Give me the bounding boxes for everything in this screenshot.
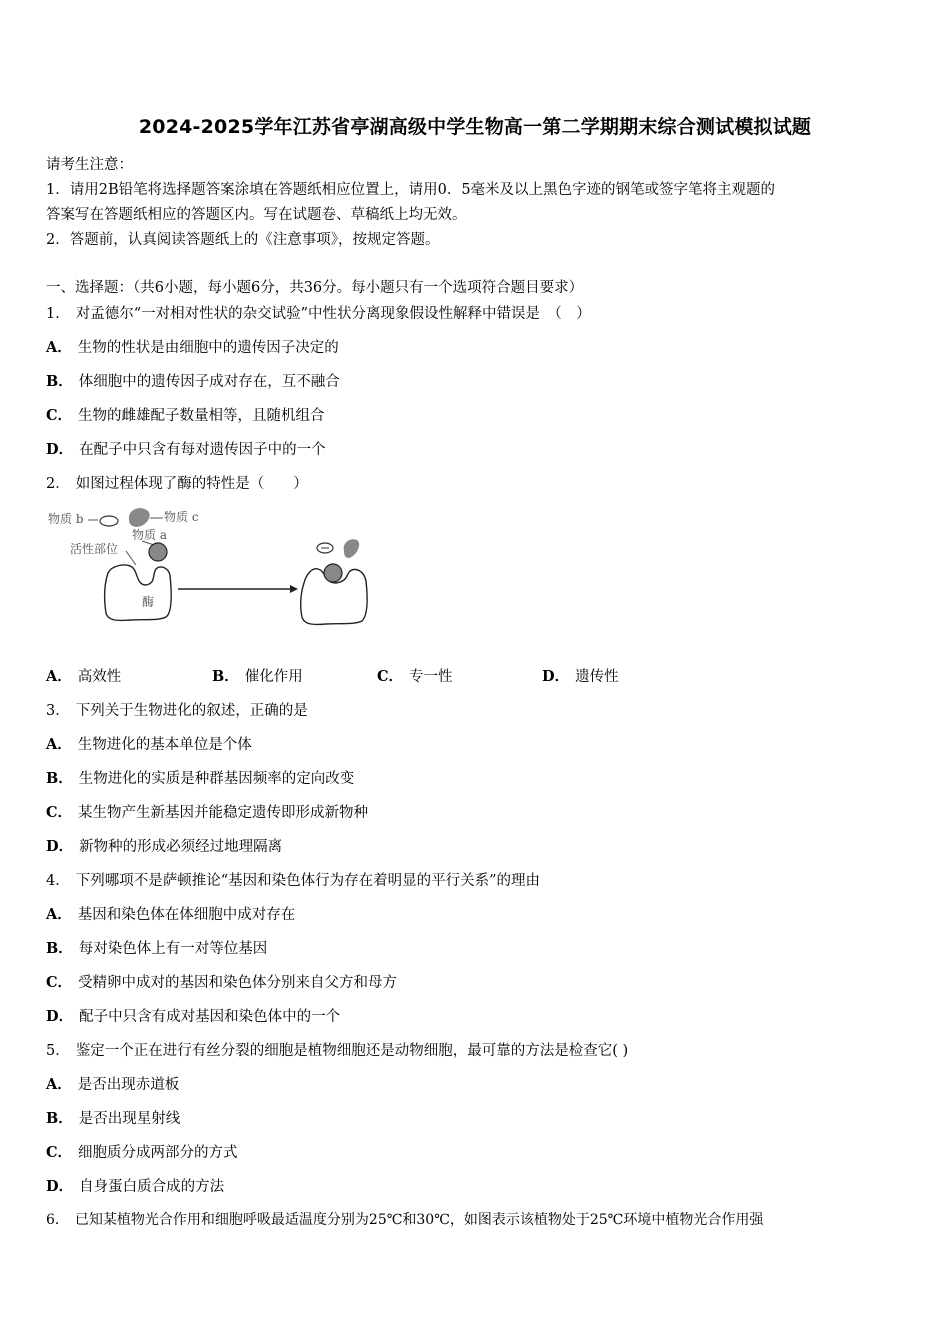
question-5-stem: 5． 鉴定一个正在进行有丝分裂的细胞是植物细胞还是动物细胞，最可靠的方法是检查它( ) [46,1043,629,1059]
q1-option-c[interactable]: C． 生物的雌雄配子数量相等，且随机组合 [46,407,325,424]
section-heading: 一、选择题：（共6小题，每小题6分，共36分。每小题只有一个选项符合题目要求） [46,280,584,296]
label-substance-a: 物质 a [132,528,167,542]
question-number: 1． [46,306,70,322]
q5-option-a[interactable]: A． 是否出现赤道板 [46,1076,180,1093]
q2-option-a[interactable]: A． 高效性 [46,668,122,685]
label-active-site: 活性部位 [70,542,119,556]
q4-option-a[interactable]: A． 基因和染色体在体细胞中成对存在 [46,906,296,923]
q3-option-d[interactable]: D． 新物种的形成必须经过地理隔离 [46,838,283,855]
q4-option-b[interactable]: B． 每对染色体上有一对等位基因 [46,940,268,957]
label-substance-c: 物质 c [164,510,199,524]
question-2-stem: 2． 如图过程体现了酶的特性是（ ） [46,476,308,492]
q4-option-d[interactable]: D． 配子中只含有成对基因和染色体中的一个 [46,1008,341,1025]
q3-option-a[interactable]: A． 生物进化的基本单位是个体 [46,736,252,753]
label-substance-b: 物质 b [48,512,84,526]
q1-option-d[interactable]: D． 在配子中只含有每对遗传因子中的一个 [46,441,326,458]
question-3-stem: 3． 下列关于生物进化的叙述，正确的是 [46,703,308,719]
q3-option-b[interactable]: B． 生物进化的实质是种群基因频率的定向改变 [46,770,355,787]
q1-option-b[interactable]: B． 体细胞中的遗传因子成对存在，互不融合 [46,373,340,390]
label-enzyme: 酶 [142,595,155,609]
q2-option-b[interactable]: B． 催化作用 [212,668,303,685]
bound-substance-a-shape [324,564,342,582]
notice-item-1: 1．请用2B铅笔将选择题答案涂填在答题纸相应位置上，请用0．5毫米及以上黑色字迹的钢笔或签字笔将主观题的 [46,182,776,198]
question-1-stem [46,302,591,323]
product-c-shape [344,539,359,558]
arrow-head-icon [290,585,298,593]
q2-option-c[interactable]: C． 专一性 [377,668,453,685]
q5-option-c[interactable]: C． 细胞质分成两部分的方式 [46,1144,238,1161]
q1-option-a[interactable]: A． 生物的性状是由细胞中的遗传因子决定的 [46,339,339,356]
substance-c-shape [129,508,150,527]
q2-option-d[interactable]: D． 遗传性 [542,668,619,685]
enzyme-shape [105,565,172,620]
question-4-stem: 4． 下列哪项不是萨顿推论“基因和染色体行为存在着明显的平行关系”的理由 [46,873,541,889]
q3-option-c[interactable]: C． 某生物产生新基因并能稳定遗传即形成新物种 [46,804,369,821]
question-6-stem: 6． 已知某植物光合作用和细胞呼吸最适温度分别为25℃和30℃，如图表示该植物处于25℃环境中植物光合作用强 [46,1212,764,1228]
q4-option-c[interactable]: C． 受精卵中成对的基因和染色体分别来自父方和母方 [46,974,398,991]
notice-item-1-cont: 答案写在答题纸相应的答题区内。写在试题卷、草稿纸上均无效。 [46,207,467,223]
page-title: 2024-2025学年江苏省亭湖高级中学生物高一第二学期期末综合测试模拟试题 [138,116,812,138]
q5-option-d[interactable]: D． 自身蛋白质合成的方法 [46,1178,225,1195]
q5-option-b[interactable]: B． 是否出现星射线 [46,1110,181,1127]
notice-item-2: 2．答题前，认真阅读答题纸上的《注意事项》，按规定答题。 [46,232,440,248]
substance-a-shape [149,543,167,561]
enzyme-diagram [46,505,376,635]
notice-heading: 请考生注意： [46,157,133,173]
question-text: 对孟德尔“一对相对性状的杂交试验”中性状分离现象假设性解释中错误是 （ ） [75,306,591,322]
substance-b-shape [100,516,118,526]
